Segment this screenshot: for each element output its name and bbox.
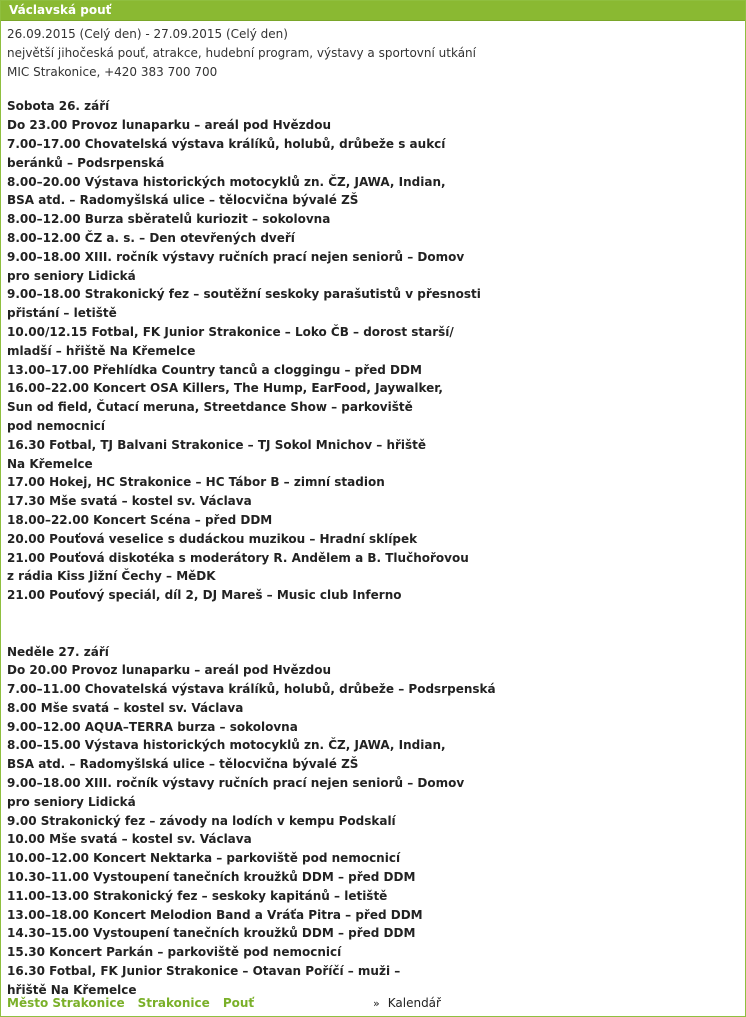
schedule-line: 16.30 Fotbal, FK Junior Strakonice – Otavan Poříčí – muži – [7, 964, 401, 979]
schedule-line: 17.00 Hokej, HC Strakonice – HC Tábor B – zimní stadion [7, 475, 385, 490]
schedule-line: pro seniory Lidická [7, 268, 136, 283]
schedule-line: Sun od field, Čutací meruna, Streetdance Show – parkoviště [7, 400, 413, 415]
schedule-line: Do 23.00 Provoz lunaparku – areál pod Hvězdou [7, 118, 331, 133]
schedule-line: 15.30 Koncert Parkán – parkoviště pod nemocnicí [7, 945, 342, 960]
schedule-line: 7.00–17.00 Chovatelská výstava králíků, holubů, drůbeže s aukcí [7, 136, 446, 151]
schedule-line: 9.00–18.00 XIII. ročník výstavy ručních prací nejen seniorů – Domov [7, 249, 465, 264]
tag-link-strakonice[interactable]: Strakonice [137, 996, 210, 1010]
schedule-line: hřiště Na Křemelce [7, 982, 137, 997]
schedule-line: 10.00–12.00 Koncert Nektarka – parkoviště pod nemocnicí [7, 851, 401, 866]
schedule-line: mladší – hřiště Na Křemelce [7, 343, 196, 358]
schedule-line: BSA atd. – Radomyšlská ulice – tělocvična bývalé ZŠ [7, 193, 359, 208]
schedule-line: 10.00/12.15 Fotbal, FK Junior Strakonice – Loko ČB – dorost starší/ [7, 324, 454, 339]
section-spacer [7, 605, 745, 643]
schedule-line: Na Křemelce [7, 456, 93, 471]
schedule-line: 9.00–18.00 XIII. ročník výstavy ručních prací nejen seniorů – Domov [7, 776, 465, 791]
saturday-heading: Sobota 26. září [7, 99, 110, 114]
schedule-line: beránků – Podsrpenská [7, 155, 165, 170]
schedule-line: 8.00–12.00 Burza sběratelů kuriozit – sokolovna [7, 212, 331, 227]
tag-link-mesto-strakonice[interactable]: Město Strakonice [7, 996, 125, 1010]
schedule-line: 8.00–12.00 ČZ a. s. – Den otevřených dveří [7, 230, 295, 245]
schedule-line: přistání – letiště [7, 306, 117, 321]
chevron-right-icon: » [373, 997, 380, 1010]
schedule-line: pro seniory Lidická [7, 794, 136, 809]
schedule-line: 20.00 Pouťová veselice s dudáckou muzikou – Hradní sklípek [7, 531, 418, 546]
saturday-schedule [7, 97, 745, 605]
schedule-line: 13.00–18.00 Koncert Melodion Band a Vráťa Pitra – před DDM [7, 907, 423, 922]
schedule-line: BSA atd. – Radomyšlská ulice – tělocvična bývalé ZŠ [7, 757, 359, 772]
event-dates: 26.09.2015 (Celý den) - 27.09.2015 (Celý den) [7, 27, 288, 41]
schedule-line: 16.30 Fotbal, TJ Balvani Strakonice – TJ Sokol Mnichov – hřiště [7, 437, 427, 452]
schedule-line: 8.00–20.00 Výstava historických motocyklů zn. ČZ, JAWA, Indian, [7, 174, 446, 189]
event-schedule [1, 81, 745, 999]
schedule-line: 7.00–11.00 Chovatelská výstava králíků, holubů, drůbeže – Podsrpenská [7, 682, 496, 697]
schedule-line: 9.00–18.00 Strakonický fez – soutěžní seskoky parašutistů v přesnosti [7, 287, 481, 302]
schedule-line: 18.00–22.00 Koncert Scéna – před DDM [7, 512, 273, 527]
tag-link-pout[interactable]: Pouť [222, 996, 255, 1010]
calendar-label: Kalendář [387, 996, 441, 1010]
event-contact: MIC Strakonice, +420 383 700 700 [7, 64, 218, 79]
schedule-line: 17.30 Mše svatá – kostel sv. Václava [7, 494, 252, 509]
schedule-line: 8.00–15.00 Výstava historických motocyklů zn. ČZ, JAWA, Indian, [7, 738, 446, 753]
schedule-line: 13.00–17.00 Přehlídka Country tanců a cloggingu – před DDM [7, 362, 422, 377]
calendar-link[interactable] [373, 994, 441, 1013]
schedule-line: 14.30–15.00 Vystoupení tanečních kroužků DDM – před DDM [7, 926, 416, 941]
sunday-heading: Neděle 27. září [7, 644, 109, 659]
event-footer [7, 994, 441, 1012]
schedule-line: z rádia Kiss Jižní Čechy – MěDK [7, 569, 216, 584]
event-title: Václavská pouť [1, 1, 745, 21]
schedule-line: 21.00 Pouťový speciál, díl 2, DJ Mareš – Music club Inferno [7, 588, 402, 603]
schedule-line: 10.00 Mše svatá – kostel sv. Václava [7, 832, 252, 847]
schedule-line: 8.00 Mše svatá – kostel sv. Václava [7, 700, 244, 715]
schedule-line: 10.30–11.00 Vystoupení tanečních kroužků DDM – před DDM [7, 870, 416, 885]
schedule-line: 21.00 Pouťová diskotéka s moderátory R. Andělem a B. Tlučhořovou [7, 550, 469, 565]
schedule-line: Do 20.00 Provoz lunaparku – areál pod Hvězdou [7, 663, 331, 678]
schedule-line: 9.00–12.00 AQUA–TERRA burza – sokolovna [7, 719, 298, 734]
sunday-schedule [7, 643, 745, 1000]
schedule-line: 9.00 Strakonický fez – závody na lodích v kempu Podskalí [7, 813, 396, 828]
event-info [1, 21, 745, 81]
event-description: největší jihočeská pouť, atrakce, hudební program, výstavy a sportovní utkání [7, 45, 476, 60]
schedule-line: 11.00–13.00 Strakonický fez – seskoky kapitánů – letiště [7, 888, 388, 903]
schedule-line: pod nemocnicí [7, 418, 106, 433]
schedule-line: 16.00–22.00 Koncert OSA Killers, The Hump, EarFood, Jaywalker, [7, 381, 443, 396]
